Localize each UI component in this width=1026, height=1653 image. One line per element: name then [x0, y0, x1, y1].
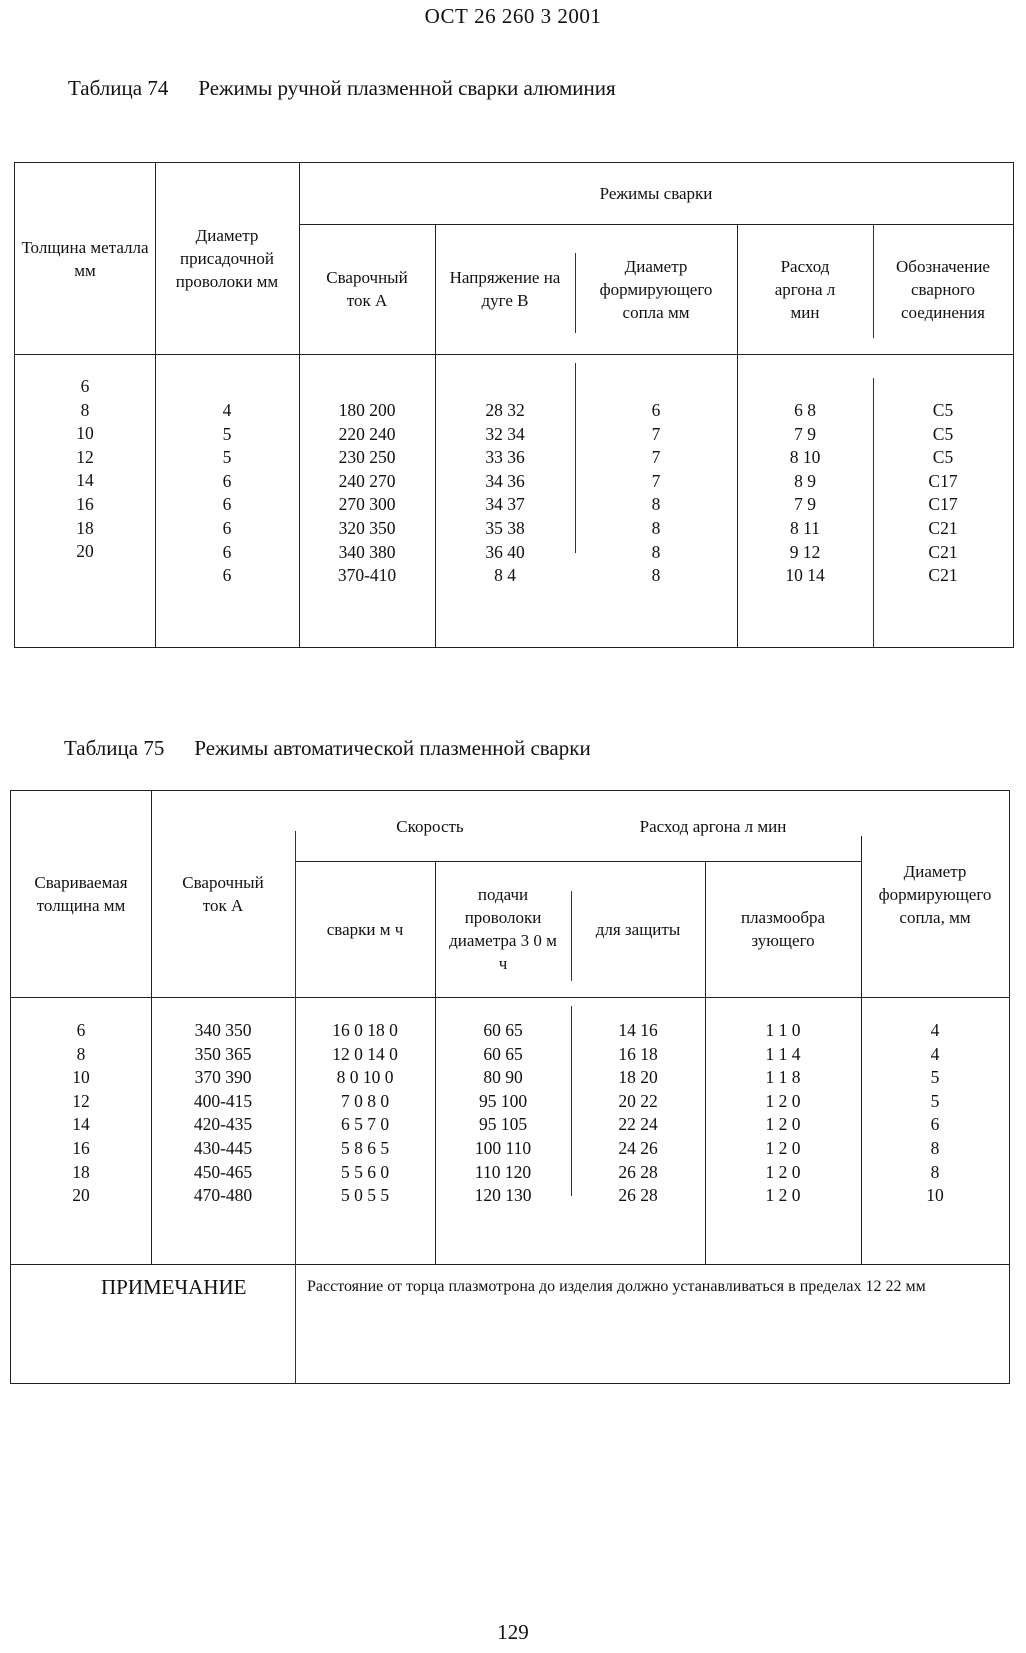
cell: С5 [932, 447, 954, 468]
col-current [299, 399, 435, 588]
table74-number: Таблица 74 [68, 76, 169, 100]
cell: 7 0 8 0 [340, 1090, 390, 1111]
table75 [10, 790, 1010, 1384]
cell: 270 300 [338, 494, 396, 515]
header-protection: для защиты [595, 919, 681, 939]
cell: 95 105 [478, 1114, 528, 1135]
cell: 60 65 [483, 1020, 523, 1040]
cell: 26 28 [618, 1185, 658, 1206]
cell: 26 28 [618, 1161, 658, 1182]
cell: 8 [80, 399, 90, 420]
col-voltage [435, 399, 575, 588]
header-wire-diameter: Диаметр присадочной проволоки мм [175, 226, 279, 291]
cell: 8 [930, 1161, 940, 1182]
header-welding-modes: Режимы сварки [599, 184, 713, 203]
cell: 12 0 14 0 [332, 1043, 398, 1064]
cell: 60 65 [483, 1043, 523, 1064]
cell: С17 [928, 470, 958, 491]
cell: 7 [651, 423, 661, 444]
cell: 14 [72, 1114, 90, 1135]
header-speed: Скорость [396, 816, 464, 836]
cell: 5 5 6 0 [340, 1161, 390, 1182]
cell: 20 22 [618, 1090, 658, 1111]
header-thickness: Толщина металла мм [21, 237, 149, 280]
cell: 1 2 0 [765, 1137, 801, 1158]
cell: 6 [222, 565, 232, 586]
header-argon-flow: Расход аргона л мин [639, 816, 787, 836]
cell: С21 [928, 541, 958, 562]
cell: 28 32 [485, 400, 525, 420]
table74-title: Режимы ручной плазменной сварки алюминия [198, 76, 616, 100]
cell: 100 110 [474, 1137, 532, 1158]
page-number: 129 [497, 1620, 529, 1644]
table75-title: Режимы автоматической плазменной сварки [194, 736, 591, 760]
cell: 6 [651, 400, 661, 420]
cell: 20 [76, 541, 94, 562]
cell: 240 270 [338, 470, 396, 491]
header-nozzle: Диаметр формирующего сопла, мм [878, 861, 992, 927]
cell: 4 [930, 1043, 940, 1064]
table75-caption [64, 736, 591, 761]
cell: 10 [76, 423, 94, 444]
header-current: Сварочный ток А [326, 268, 408, 310]
cell: 7 9 [794, 494, 816, 515]
cell: 10 14 [785, 565, 825, 586]
header-plasma: плазмообра зующего [740, 908, 826, 950]
cell: 8 4 [494, 565, 516, 586]
header-thickness: Свариваемая толщина мм [34, 873, 128, 915]
cell: 220 240 [338, 423, 396, 444]
cell: 80 90 [483, 1067, 523, 1088]
col-wire [155, 399, 299, 588]
cell: 8 9 [794, 470, 816, 491]
cell: 6 [222, 541, 232, 562]
cell: 8 [930, 1137, 940, 1158]
cell: 34 37 [485, 494, 525, 515]
cell: 8 [651, 517, 661, 538]
cell: 1 2 0 [765, 1090, 801, 1111]
cell: 8 11 [790, 517, 820, 538]
cell: 8 0 10 0 [336, 1067, 394, 1088]
cell: 450-465 [193, 1161, 253, 1182]
col-thickness [15, 375, 155, 564]
cell: 16 18 [618, 1043, 658, 1064]
note-label: ПРИМЕЧАНИЕ [101, 1275, 247, 1299]
table74-caption [68, 76, 616, 101]
cell: 1 2 0 [765, 1114, 801, 1135]
cell: 16 [76, 493, 94, 514]
cell: 110 120 [474, 1161, 532, 1182]
cell: 180 200 [338, 400, 396, 420]
cell: 10 [72, 1067, 90, 1088]
cell: 1 2 0 [765, 1161, 801, 1182]
cell: 24 26 [618, 1137, 658, 1158]
cell: С17 [928, 494, 958, 515]
cell: 8 [651, 541, 661, 562]
cell: 350 365 [194, 1043, 252, 1064]
cell: 8 [651, 494, 661, 515]
cell: 14 [76, 470, 94, 491]
col-plasma [705, 1019, 861, 1208]
header-weld-speed: сварки м ч [326, 919, 404, 939]
cell: 6 [80, 376, 90, 396]
cell: 6 [222, 517, 232, 538]
cell: 5 [930, 1067, 940, 1088]
cell: 230 250 [338, 447, 396, 468]
cell: 18 20 [618, 1067, 658, 1088]
col-nozzle [861, 1019, 1009, 1208]
cell: 7 [651, 447, 661, 468]
cell: 7 9 [794, 423, 816, 444]
cell: 5 [930, 1090, 940, 1111]
cell: С21 [928, 565, 958, 586]
col-protection [571, 1019, 705, 1208]
cell: 33 36 [485, 447, 525, 468]
cell: 5 8 6 5 [340, 1137, 390, 1158]
cell: 420-435 [193, 1114, 253, 1135]
cell: 12 [72, 1090, 90, 1111]
cell: 22 24 [618, 1114, 658, 1135]
cell: 1 2 0 [765, 1185, 801, 1206]
col-nozzle [575, 399, 737, 588]
cell: С5 [932, 423, 954, 444]
cell: С5 [932, 400, 954, 420]
cell: 370 390 [194, 1067, 252, 1088]
cell: 340 380 [338, 541, 396, 562]
header-nozzle: Диаметр формирующего сопла мм [599, 256, 713, 322]
cell: 18 [72, 1161, 90, 1182]
table75-number: Таблица 75 [64, 736, 165, 760]
cell: 8 [76, 1043, 86, 1064]
col-argon [737, 399, 873, 588]
cell: 10 [926, 1185, 944, 1206]
cell: 1 1 8 [765, 1067, 801, 1088]
header-argon: Расход аргона л мин [774, 256, 836, 322]
cell: 400-415 [193, 1090, 253, 1111]
cell: 95 100 [478, 1090, 528, 1111]
cell: 5 [222, 423, 232, 444]
cell: 16 0 18 0 [332, 1020, 398, 1040]
col-designation [873, 399, 1013, 588]
cell: 6 [930, 1114, 940, 1135]
cell: 16 [72, 1137, 90, 1158]
cell: 4 [222, 400, 232, 420]
cell: 430-445 [193, 1137, 253, 1158]
cell: 9 12 [789, 541, 821, 562]
cell: 14 16 [618, 1020, 658, 1040]
cell: 12 [76, 446, 94, 467]
cell: 35 38 [485, 517, 525, 538]
col-wire-feed [435, 1019, 571, 1208]
col-thickness [11, 1019, 151, 1208]
table74-header-rule [15, 354, 1013, 355]
table75-note-rule [11, 1264, 1009, 1265]
cell: 8 [651, 565, 661, 586]
cell: 1 1 4 [765, 1043, 801, 1064]
cell: 18 [76, 517, 94, 538]
cell: 120 130 [474, 1185, 532, 1206]
header-wire-feed: подачи проволоки диаметра 3 0 м ч [449, 885, 557, 973]
cell: 340 350 [194, 1020, 252, 1040]
cell: 370-410 [337, 565, 397, 586]
cell: 7 [651, 470, 661, 491]
col-weld-speed [295, 1019, 435, 1208]
header-voltage: Напряжение на дуге В [449, 268, 561, 310]
cell: 20 [72, 1185, 90, 1206]
header-current: Сварочный ток А [182, 873, 264, 915]
cell: 34 36 [485, 470, 525, 491]
cell: 1 1 0 [765, 1020, 801, 1040]
cell: 470-480 [193, 1185, 253, 1206]
cell: 6 5 7 0 [340, 1114, 390, 1135]
document-code: ОСТ 26 260 3 2001 [424, 4, 602, 28]
col-current [151, 1019, 295, 1208]
note-text: Расстояние от торца плазмотрона до изделия должно устанавливаться в пределах 12 22 мм [307, 1278, 926, 1295]
cell: 6 8 [794, 400, 816, 420]
cell: 6 [222, 494, 232, 515]
table74 [14, 162, 1014, 648]
header-designation: Обозначение сварного соединения [896, 256, 990, 322]
table75-header-rule [11, 997, 1009, 998]
cell: 5 [222, 447, 232, 468]
cell: С21 [928, 517, 958, 538]
cell: 32 34 [485, 423, 525, 444]
cell: 36 40 [485, 541, 525, 562]
cell: 5 0 5 5 [340, 1185, 390, 1206]
cell: 4 [930, 1020, 940, 1040]
cell: 6 [222, 470, 232, 491]
cell: 8 10 [789, 447, 821, 468]
cell: 6 [76, 1020, 86, 1040]
cell: 320 350 [338, 517, 396, 538]
